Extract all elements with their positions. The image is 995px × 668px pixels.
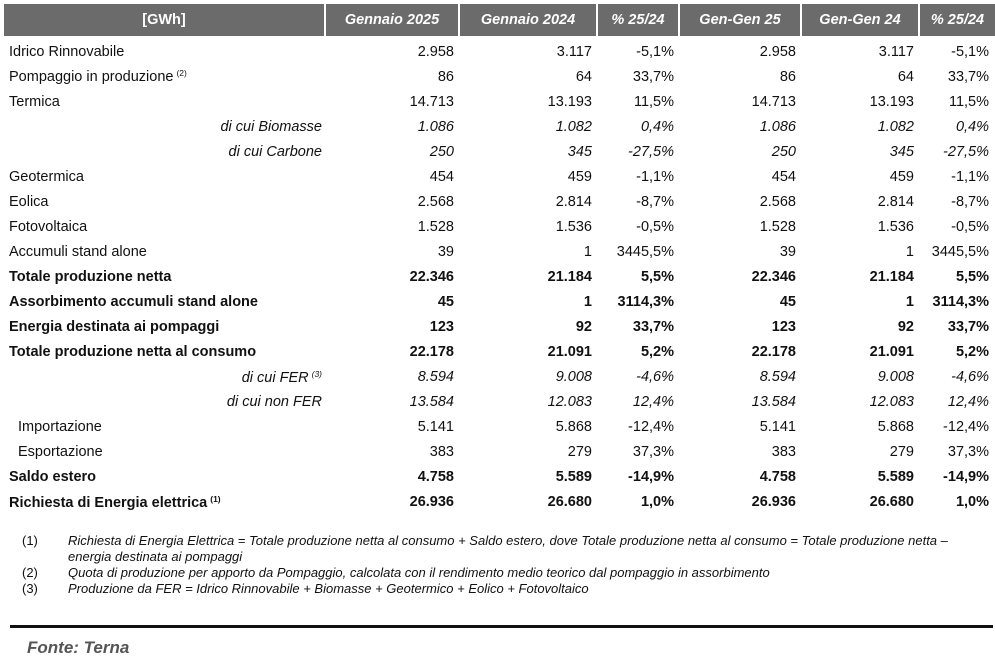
header-gennaio-2025: Gennaio 2025	[326, 4, 460, 36]
table-row	[4, 365, 995, 390]
table-cell: 26.680	[869, 494, 914, 511]
table-cell: 5.141	[759, 419, 796, 436]
table-cell: 2.814	[555, 193, 592, 210]
table-cell: 86	[437, 68, 454, 85]
table-row	[4, 239, 995, 264]
row-label	[4, 194, 326, 210]
table-cell: 26.936	[751, 494, 796, 511]
table-cell: 459	[567, 168, 592, 185]
header-gen-gen-25: Gen-Gen 25	[680, 4, 802, 36]
table-cell: -1,1%	[636, 168, 674, 185]
table-cell: 9.008	[877, 369, 914, 386]
table-cell: 64	[575, 68, 592, 85]
table-cell: 11,5%	[633, 93, 674, 110]
table-cell: 26.680	[547, 494, 592, 511]
table-cell: 12,4%	[632, 394, 674, 411]
row-label	[4, 44, 326, 60]
table-cell: 64	[897, 68, 914, 85]
row-label-text: Accumuli stand alone	[9, 243, 147, 260]
table-cell: 5,2%	[640, 344, 674, 361]
row-label	[4, 394, 326, 410]
row-label-text: Fotovoltaica	[9, 218, 88, 235]
table-cell: 26.936	[409, 494, 454, 511]
table-cell: 33,7%	[947, 68, 989, 85]
table-cell: 1.086	[417, 118, 454, 135]
row-label-text: Pompaggio in produzione	[9, 69, 174, 86]
table-cell: 39	[779, 243, 796, 260]
footnote-key: (1)	[22, 533, 38, 548]
table-cell: 2.568	[759, 193, 796, 210]
footnote-text: Quota di produzione per apporto da Pompaggio, calcolata con il rendimento medio teorico dal pompaggio in assorbimento	[68, 565, 770, 580]
table-cell: 2.958	[417, 43, 454, 60]
table-cell: -4,6%	[636, 369, 674, 386]
divider-line	[10, 625, 993, 628]
row-label-text: Idrico Rinnovabile	[9, 43, 125, 60]
table-row	[4, 214, 995, 239]
table-cell: 123	[771, 319, 796, 336]
table-cell: 21.184	[547, 268, 592, 285]
table-cell: 123	[429, 319, 454, 336]
footnote-text: Produzione da FER = Idrico Rinnovabile + Biomasse + Geotermico + Eolico + Fotovoltaico	[68, 581, 589, 596]
table-cell: -27,5%	[943, 143, 989, 160]
table-cell: 459	[889, 168, 914, 185]
table-row	[4, 189, 995, 214]
table-cell: 1,0%	[955, 494, 989, 511]
table-cell: 92	[897, 319, 914, 336]
row-label	[4, 68, 326, 85]
table-body	[4, 39, 995, 515]
table-cell: 22.178	[409, 344, 454, 361]
table-row	[4, 139, 995, 164]
table-cell: 12.083	[869, 394, 914, 411]
table-header	[4, 4, 995, 36]
table-cell: 345	[567, 143, 592, 160]
footnote	[22, 533, 948, 565]
table-cell: 45	[437, 293, 454, 310]
table-cell: 14.713	[409, 93, 454, 110]
table-row	[4, 390, 995, 415]
source-credit: Fonte: Terna	[27, 638, 130, 657]
table-cell: 3445,5%	[931, 243, 989, 260]
table-cell: -5,1%	[636, 43, 674, 60]
table-row	[4, 415, 995, 440]
table-cell: 12.083	[547, 394, 592, 411]
row-label	[4, 144, 326, 160]
table-cell: 8.594	[759, 369, 796, 386]
row-label-text: Eolica	[9, 193, 49, 210]
table-cell: 5,5%	[955, 268, 989, 285]
table-cell: 1.528	[417, 218, 454, 235]
table-cell: 21.091	[869, 344, 914, 361]
table-row	[4, 64, 995, 89]
header-gen-gen-24: Gen-Gen 24	[802, 4, 920, 36]
table-cell: 33,7%	[947, 319, 989, 336]
table-cell: 3114,3%	[617, 293, 674, 310]
table-cell: 250	[771, 143, 796, 160]
table-cell: 33,7%	[632, 319, 674, 336]
table-cell: 5.868	[555, 419, 592, 436]
table-cell: 1,0%	[640, 494, 674, 511]
row-label	[4, 494, 326, 511]
row-label-text: di cui FER	[241, 369, 309, 386]
table-cell: -14,9%	[943, 469, 989, 486]
row-label	[4, 119, 326, 135]
footnote	[22, 565, 948, 581]
row-label-text: Totale produzione netta al consumo	[9, 344, 257, 361]
header-pct-month: % 25/24	[598, 4, 680, 36]
row-label	[4, 94, 326, 110]
table-cell: 1.082	[877, 118, 914, 135]
table-cell: 3114,3%	[932, 293, 989, 310]
table-row	[4, 264, 995, 289]
row-label	[4, 344, 326, 360]
footnote-key: (2)	[22, 565, 38, 580]
row-label	[4, 244, 326, 260]
table-cell: 1.536	[877, 218, 914, 235]
row-label	[4, 444, 326, 460]
table-cell: 279	[567, 444, 592, 461]
table-cell: -0,5%	[951, 218, 989, 235]
table-cell: -12,4%	[628, 419, 674, 436]
table-row	[4, 340, 995, 365]
row-label-text: Richiesta di Energia elettrica	[9, 494, 208, 511]
table-cell: 5,2%	[955, 344, 989, 361]
table-row	[4, 465, 995, 490]
row-label-text: di cui non FER	[226, 394, 322, 411]
row-label	[4, 419, 326, 435]
table-row	[4, 164, 995, 189]
row-label	[4, 219, 326, 235]
table-cell: 86	[779, 68, 796, 85]
table-cell: 0,4%	[640, 118, 674, 135]
table-cell: 4.758	[759, 469, 796, 486]
table-cell: 14.713	[751, 93, 796, 110]
table-cell: 13.193	[869, 93, 914, 110]
row-label	[4, 469, 326, 485]
row-label-text: Termica	[9, 93, 60, 110]
row-label	[4, 269, 326, 285]
table-cell: 1	[583, 243, 592, 260]
footnote-ref: (2)	[176, 68, 187, 79]
table-cell: 2.958	[759, 43, 796, 60]
table-cell: -12,4%	[943, 419, 989, 436]
table-cell: -8,7%	[636, 193, 674, 210]
row-label-text: Assorbimento accumuli stand alone	[9, 293, 258, 310]
table-cell: 3.117	[878, 43, 914, 60]
footnote-text: Richiesta di Energia Elettrica = Totale produzione netta al consumo + Saldo estero, dove Totale produzione netta al consumo = Totale produzione netta – energia destinata ai pompaggi	[68, 533, 948, 564]
row-label-text: Saldo estero	[9, 469, 97, 486]
table-cell: 22.178	[751, 344, 796, 361]
row-label-text: Importazione	[18, 419, 102, 436]
table-cell: 9.008	[555, 369, 592, 386]
table-cell: 2.568	[417, 193, 454, 210]
row-label-text: Energia destinata ai pompaggi	[9, 319, 220, 336]
table-cell: 12,4%	[947, 394, 989, 411]
table-cell: 37,3%	[947, 444, 989, 461]
table-cell: 8.594	[417, 369, 454, 386]
table-cell: 13.584	[409, 394, 454, 411]
energy-table	[4, 4, 995, 515]
row-label-text: Geotermica	[9, 168, 84, 185]
table-cell: 1.082	[555, 118, 592, 135]
table-cell: 4.758	[417, 469, 454, 486]
table-cell: 1.536	[555, 218, 592, 235]
table-cell: 5.589	[877, 469, 914, 486]
table-cell: 454	[429, 168, 454, 185]
row-label	[4, 319, 326, 335]
row-label	[4, 369, 326, 386]
row-label-text: Totale produzione netta	[9, 268, 172, 285]
table-cell: 39	[437, 243, 454, 260]
footnote-key: (3)	[22, 581, 38, 596]
table-row	[4, 490, 995, 515]
row-label-text: di cui Carbone	[228, 143, 322, 160]
table-cell: 1	[905, 243, 914, 260]
table-cell: 13.193	[547, 93, 592, 110]
table-cell: 5.589	[555, 469, 592, 486]
table-row	[4, 440, 995, 465]
table-cell: 3445,5%	[616, 243, 674, 260]
table-row	[4, 39, 995, 64]
footnote-ref: (3)	[311, 368, 322, 379]
footnotes	[22, 533, 948, 597]
table-cell: 45	[779, 293, 796, 310]
table-cell: 279	[889, 444, 914, 461]
header-unit: [GWh]	[4, 4, 326, 36]
table-cell: 33,7%	[632, 68, 674, 85]
footnote	[22, 581, 948, 597]
table-cell: 250	[429, 143, 454, 160]
table-cell: 1	[905, 293, 914, 310]
table-cell: -0,5%	[636, 218, 674, 235]
table-cell: 3.117	[556, 43, 592, 60]
table-cell: 5,5%	[640, 268, 674, 285]
table-cell: -1,1%	[951, 168, 989, 185]
row-label-text: Esportazione	[18, 444, 103, 461]
table-cell: 0,4%	[955, 118, 989, 135]
table-cell: 22.346	[751, 268, 796, 285]
table-cell: 5.141	[417, 419, 454, 436]
table-row	[4, 114, 995, 139]
table-cell: 21.184	[869, 268, 914, 285]
table-cell: -14,9%	[628, 469, 674, 486]
row-label-text: di cui Biomasse	[220, 118, 322, 135]
table-cell: 1.528	[759, 218, 796, 235]
table-row	[4, 289, 995, 314]
table-cell: 11,5%	[948, 93, 989, 110]
table-cell: -27,5%	[628, 143, 674, 160]
table-cell: 2.814	[877, 193, 914, 210]
row-label	[4, 294, 326, 310]
table-cell: 1.086	[759, 118, 796, 135]
table-cell: 37,3%	[632, 444, 674, 461]
table-cell: -5,1%	[951, 43, 989, 60]
table-cell: -4,6%	[951, 369, 989, 386]
table-row	[4, 315, 995, 340]
table-cell: 1	[583, 293, 592, 310]
table-cell: 13.584	[751, 394, 796, 411]
header-pct-ytd: % 25/24	[930, 12, 985, 28]
table-cell: 345	[889, 143, 914, 160]
table-cell: 5.868	[877, 419, 914, 436]
table-cell: 454	[771, 168, 796, 185]
table-cell: 21.091	[547, 344, 592, 361]
table-cell: 92	[575, 319, 592, 336]
footnote-ref: (1)	[210, 493, 221, 504]
table-row	[4, 89, 995, 114]
table-cell: -8,7%	[951, 193, 989, 210]
table-cell: 383	[771, 444, 796, 461]
table-cell: 383	[429, 444, 454, 461]
header-gennaio-2024: Gennaio 2024	[460, 4, 598, 36]
table-cell: 22.346	[409, 268, 454, 285]
row-label	[4, 169, 326, 185]
